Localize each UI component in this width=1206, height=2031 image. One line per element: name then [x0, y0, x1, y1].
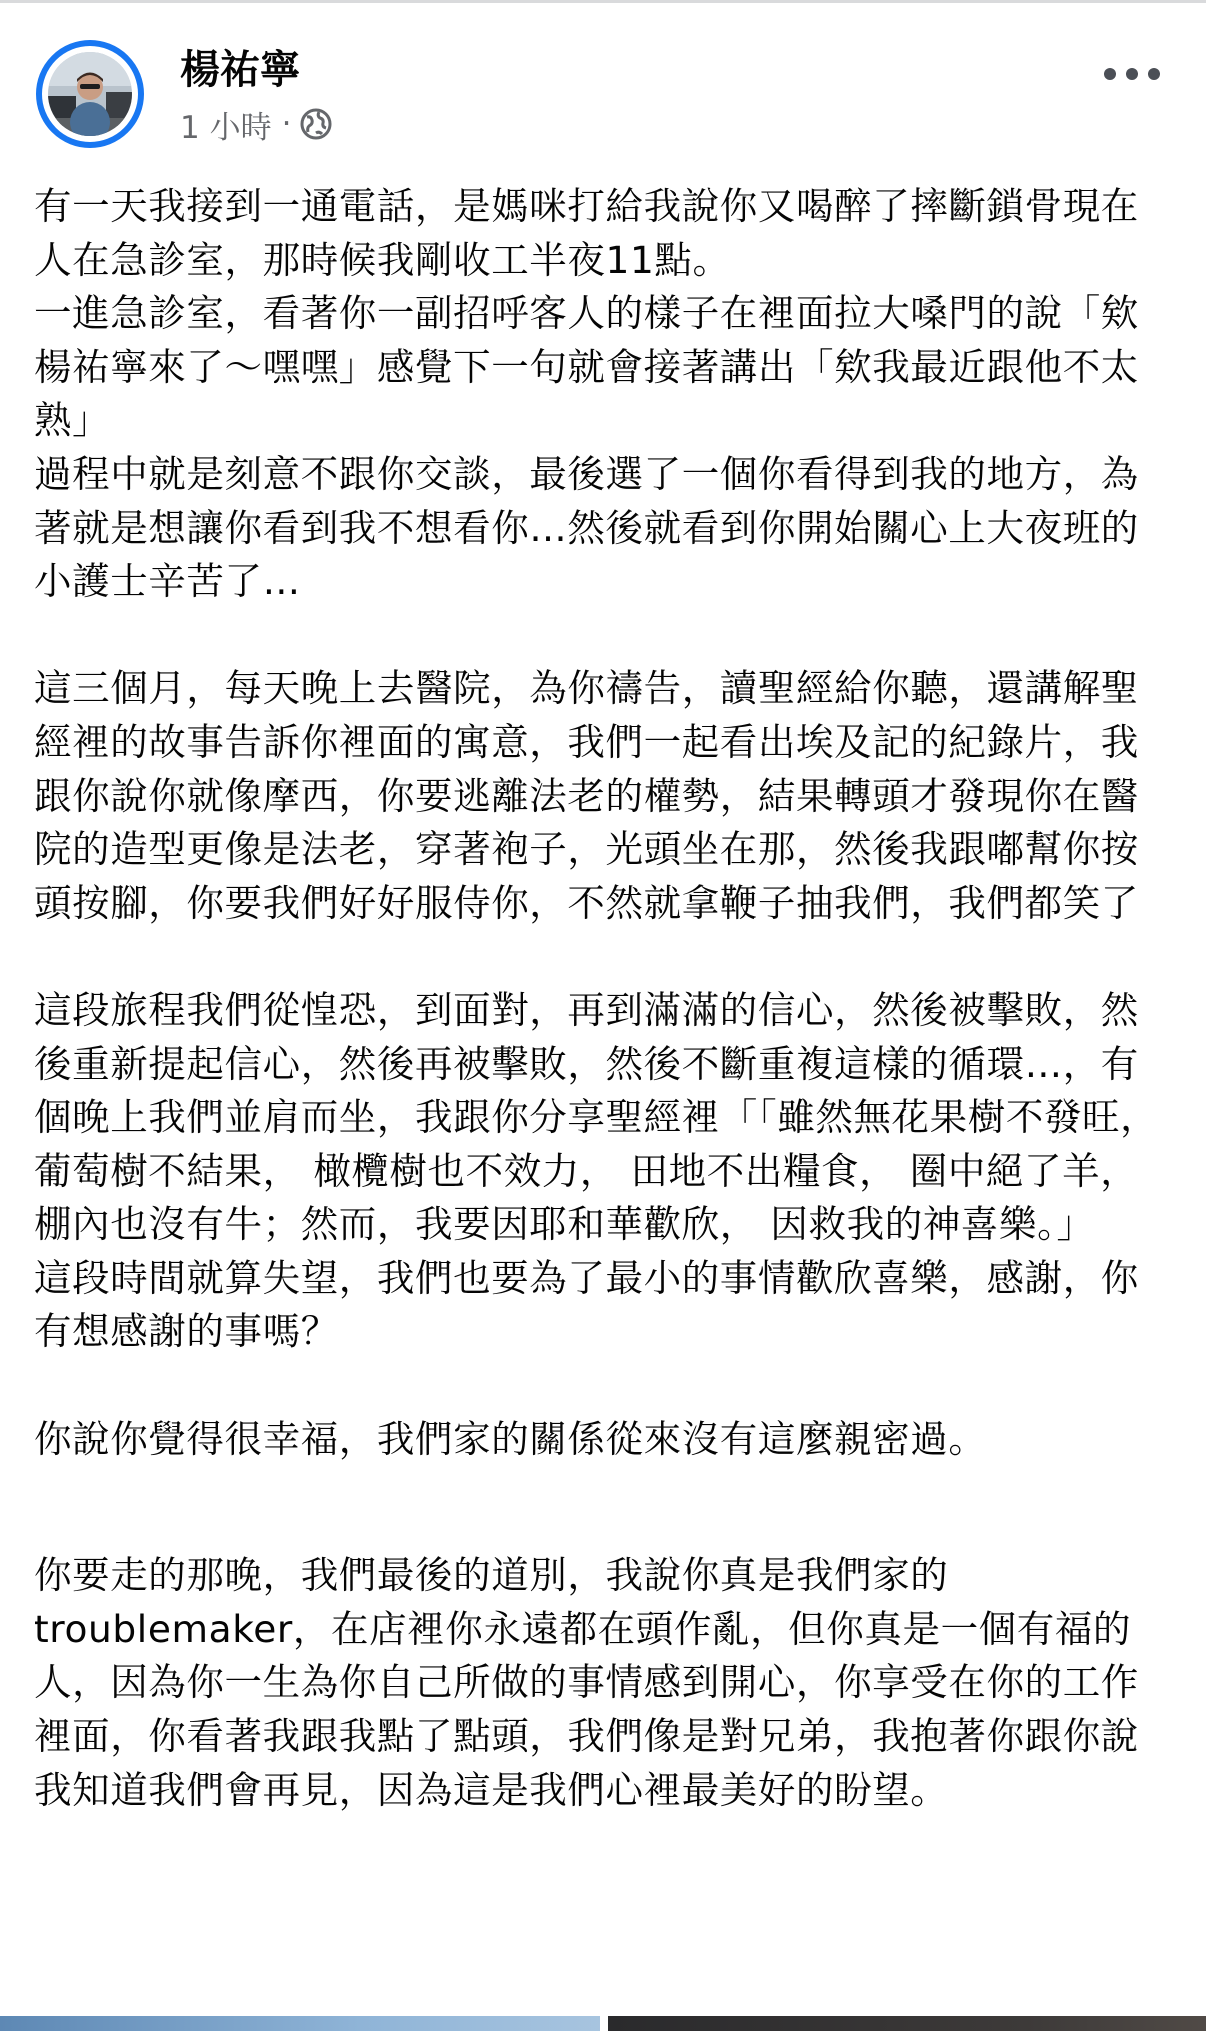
post-paragraph: 你要走的那晚，我們最後的道別，我說你真是我們家的troublemaker，在店裡你永遠都在頭作亂，但你真是一個有福的人，因為你一生為你自己所做的事情感到開心，你享受在你的工作裡面，你看著我跟我點了點頭，我們像是對兄弟，我抱著你跟你說我知道我們會再見，因為這是我們心裡最美好的盼望。: [34, 1553, 1139, 1812]
globe-icon[interactable]: [299, 107, 333, 141]
post-photo-right[interactable]: [608, 2016, 1206, 2031]
author-avatar-button[interactable]: [36, 40, 144, 148]
post-timestamp[interactable]: 1 小時: [180, 109, 272, 146]
avatar-photo: [48, 52, 132, 136]
author-name[interactable]: 楊祐寧: [180, 47, 300, 93]
meta-separator: ·: [281, 106, 292, 142]
more-options-icon[interactable]: [1104, 54, 1160, 94]
post-paragraph: 有一天我接到一通電話，是媽咪打給我說你又喝醉了摔斷鎖骨現在人在急診室，那時候我剛收工半夜11點。 一進急診室，看著你一副招呼客人的樣子在裡面拉大嗓門的說「欸楊祐寧來了～嘿嘿」感覺下一句就會接著講出「欸我最近跟他不太熟」 過程中就是刻意不跟你交談，最後選了一個你看得到我的地方，為著就是想讓你看到我不想看你…然後就看到你開始關心上大夜班的小護士辛苦了…: [34, 184, 1139, 604]
more-dot: [1126, 68, 1138, 80]
paragraph-gap: [34, 930, 1174, 984]
post-paragraph: 這段旅程我們從惶恐，到面對，再到滿滿的信心，然後被擊敗，然後重新提起信心，然後再被擊敗，然後不斷重複這樣的循環…，有個晚上我們並肩而坐，我跟你分享聖經裡「「雖然無花果樹不發旺， 葡萄樹不結果， 橄欖樹也不效力， 田地不出糧食， 圈中絕了羊， 棚內也沒有牛；然而，我要因耶和華歡欣， 因救我的神喜樂。」 這段時間就算失望，我們也要為了最小的事情歡欣喜樂，感謝，你有想感謝的事嗎？: [34, 987, 1159, 1354]
post-media-strip: [0, 2016, 1206, 2031]
more-dot: [1148, 68, 1160, 80]
paragraph-gap: [34, 1466, 1174, 1549]
avatar: [48, 52, 132, 136]
post-paragraph: 這三個月，每天晚上去醫院，為你禱告，讀聖經給你聽，還講解聖經裡的故事告訴你裡面的寓意，我們一起看出埃及記的紀錄片，我跟你說你就像摩西，你要逃離法老的權勢，結果轉頭才發現你在醫院的造型更像是法老，穿著袍子，光頭坐在那，然後我跟嘟幫你按頭按腳，你要我們好好服侍你，不然就拿鞭子抽我們，我們都笑了: [34, 666, 1139, 925]
post-photo-left[interactable]: [0, 2016, 600, 2031]
post-paragraph: 你說你覺得很幸福，我們家的關係從來沒有這麼親密過。: [34, 1416, 987, 1461]
top-divider: [0, 0, 1206, 3]
post-body: [34, 180, 1174, 1817]
paragraph-gap: [34, 609, 1174, 663]
paragraph-gap: [34, 1359, 1174, 1413]
post-meta: [180, 104, 333, 144]
post-header: [0, 34, 1206, 144]
more-dot: [1104, 68, 1116, 80]
